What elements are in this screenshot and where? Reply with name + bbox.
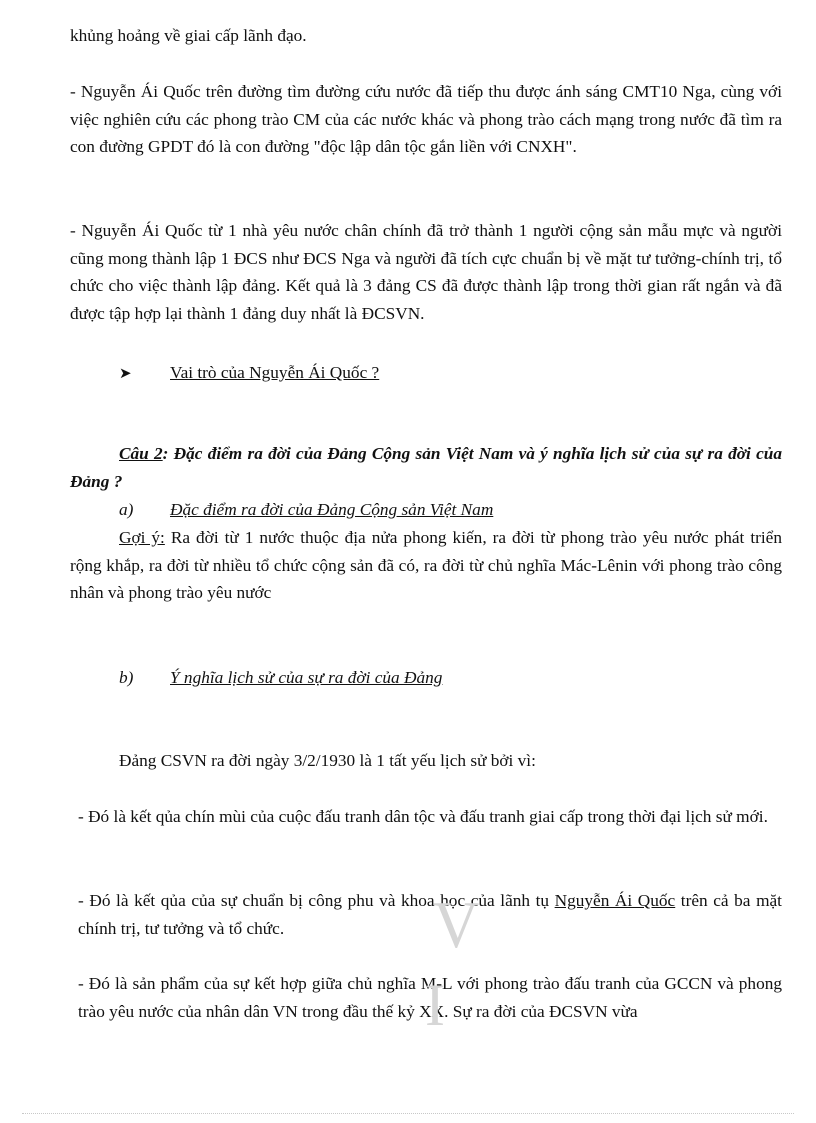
hint-label: Gợi ý: [119, 528, 165, 547]
hint-paragraph [70, 524, 782, 607]
point-2-before: - Đó là kết qủa của sự chuẩn bị công phu và khoa học của lãnh tụ [78, 891, 555, 910]
question-text: : Đặc điểm ra đời của Đảng Cộng sản Việt Nam và ý nghĩa lịch sử của sự ra đời của Đảng ? [70, 444, 783, 491]
watermark-letter-i: I [425, 972, 445, 1038]
section-a-title: Đặc điểm ra đời của Đảng Cộng sản Việt Nam [170, 500, 494, 519]
section-b-title: Ý nghĩa lịch sử của sự ra đời của Đảng [170, 668, 443, 687]
point-2-after: trên cả ba mặt chính trị, tư tưởng và tổ chức. [78, 891, 782, 938]
significance-point-2 [78, 887, 782, 942]
significance-point-1: - Đó là kết qủa chín mùi của cuộc đấu tranh dân tộc và đấu tranh giai cấp trong thời đại lịch sử mới. [78, 807, 768, 826]
paragraph-path-to-salvation: - Nguyễn Ái Quốc trên đường tìm đường cứu nước đã tiếp thu được ánh sáng CMT10 Nga, cùng với việc nghiên cứu các phong trào CM của các nước khác và phong trào cách mạng trong nước đã tìm ra con đường GPDT đó là con đường "độc lập dân tộc gắn liền với CNXH". [70, 82, 782, 156]
significance-intro: Đảng CSVN ra đời ngày 3/2/1930 là 1 tất yếu lịch sử bởi vì: [119, 751, 536, 770]
section-b-heading [119, 664, 442, 692]
paragraph-communist-preparation: - Nguyễn Ái Quốc từ 1 nhà yêu nước chân chính đã trở thành 1 người cộng sản mẫu mực và người cũng mong thành lập 1 ĐCS như ĐCS Nga và người đã tích cực chuẩn bị về mặt tư tưởng-chính trị, tổ chức cho việc thành lập đảng. Kết quả là 3 đảng CS đã được thành lập trong thời gian rất ngắn và đã được tập hợp lại thành 1 đảng duy nhất là ĐCSVN. [70, 221, 782, 323]
role-heading-text: Vai trò của Nguyễn Ái Quốc ? [170, 363, 380, 382]
watermark-letter-v: V [433, 887, 480, 962]
nguyen-ai-quoc-link: Nguyễn Ái Quốc [554, 891, 676, 910]
hint-text: Ra đời từ 1 nước thuộc địa nửa phong kiến, ra đời từ phong trào yêu nước phát triển rộng khắp, ra đời từ nhiều tổ chức cộng sản đã có, ra đời từ chủ nghĩa Mác-Lênin với phong trào công nhân và phong trào yêu nước [70, 528, 782, 602]
section-a-heading [119, 496, 493, 524]
significance-point-3: - Đó là sản phẩm của sự kết hợp giữa chủ nghĩa M-L với phong trào đấu tranh của GCCN và phong trào yêu nước của nhân dân VN trong đầu thế kỷ XX. Sự ra đời của ĐCSVN vừa [78, 974, 782, 1021]
page-bottom-divider [22, 1113, 794, 1114]
question-label: Câu 2 [119, 444, 163, 463]
section-a-letter: a) [119, 500, 134, 519]
question-2-heading [70, 440, 782, 495]
arrow-bullet-icon: ➤ [119, 364, 132, 382]
paragraph-crisis: khủng hoảng về giai cấp lãnh đạo. [70, 26, 307, 45]
section-b-letter: b) [119, 668, 134, 687]
bullet-role-heading [119, 359, 379, 388]
